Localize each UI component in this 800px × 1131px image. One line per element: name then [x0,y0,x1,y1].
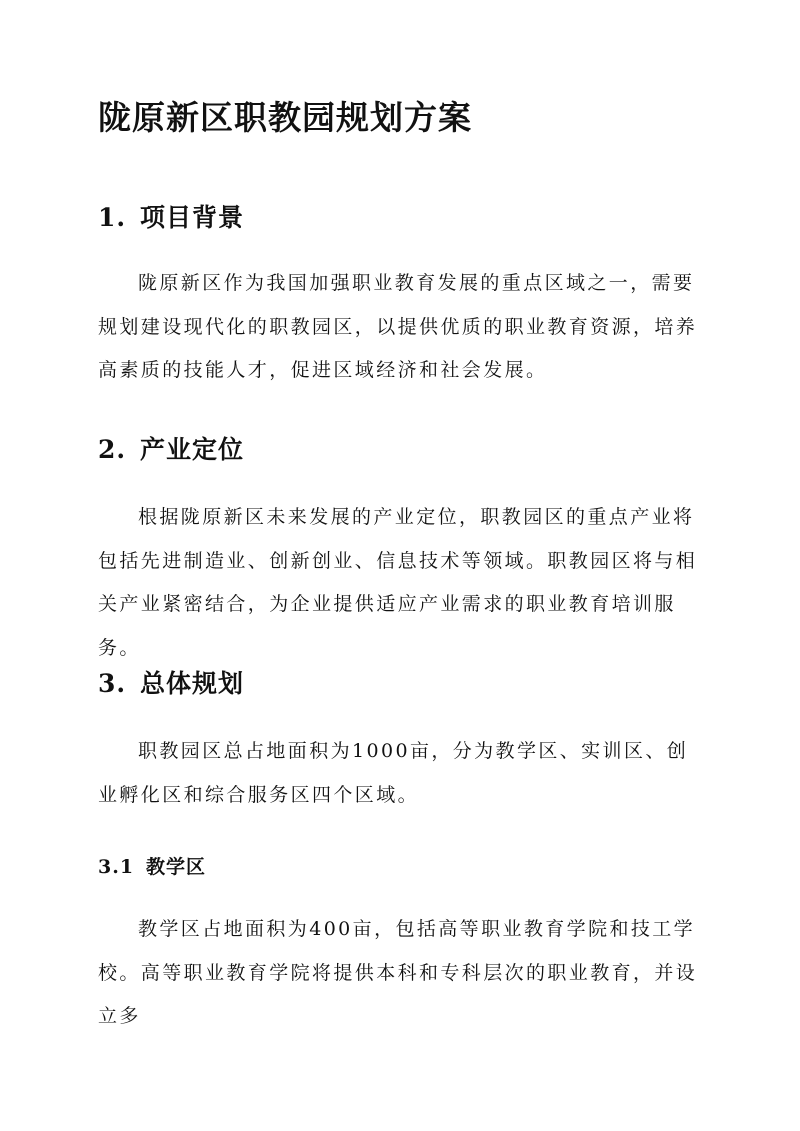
section-number: 3. [98,669,127,698]
section-paragraph-1: 陇原新区作为我国加强职业教育发展的重点区域之一，需要规划建设现代化的职教园区，以提供优质的职业教育资源，培养高素质的技能人才，促进区域经济和社会发展。 [98,272,698,381]
section-heading-3 [98,664,244,700]
section-title: 总体规划 [140,669,245,698]
section-heading-2 [98,430,244,466]
section-heading-1 [98,198,244,234]
section-paragraph-3: 职教园区总占地面积为1000亩，分为教学区、实训区、创业孵化区和综合服务区四个区域。 [98,740,689,806]
section-title: 项目背景 [140,203,245,232]
section-number: 1. [98,203,127,232]
subsection-title: 教学区 [146,856,207,878]
document-title: 陇原新区职教园规划方案 [98,98,472,137]
section-number: 2. [98,435,127,464]
section-title: 产业定位 [140,435,245,464]
subsection-number: 3.1 [98,856,135,878]
section-paragraph-2: 根据陇原新区未来发展的产业定位，职教园区的重点产业将包括先进制造业、创新创业、信息技术等领域。职教园区将与相关产业紧密结合，为企业提供适应产业需求的职业教育培训服务。 [98,506,698,659]
subsection-heading-3-1 [98,852,206,879]
subsection-paragraph-3-1: 教学区占地面积为400亩，包括高等职业教育学院和技工学校。高等职业教育学院将提供本科和专科层次的职业教育，并设立多 [98,918,698,1027]
